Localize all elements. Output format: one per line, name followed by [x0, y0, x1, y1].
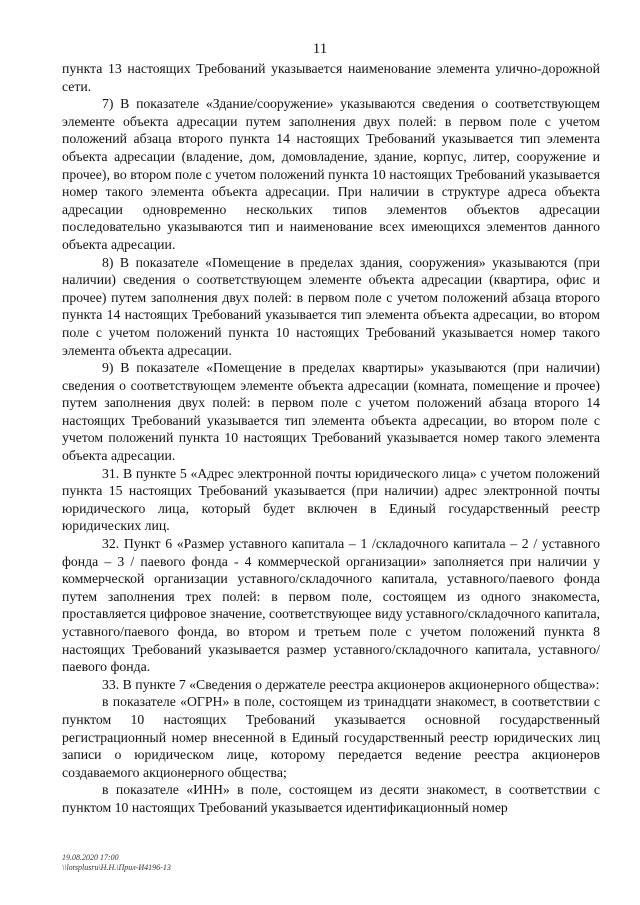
document-footer [62, 853, 171, 873]
footer-timestamp: 19.08.2020 17:00 [62, 853, 119, 862]
paragraph: 8) В показателе «Помещение в пределах здания, сооружения» указываются (при наличии) сведения о соответствующем элементе объекта адресации (квартира, офис и прочее) путем заполнения двух полей: в первом поле с учетом положений абзаца второго пункта 14 настоящих Требований указывается тип элемента объекта адресации, во втором поле с учетом положений пункта 10 настоящих Требований указывается номер такого элемента объекта адресации. [62, 254, 600, 358]
paragraph: 33. В пункте 7 «Сведения о держателе реестра акционеров акционерного общества»: [102, 676, 600, 692]
paragraph: в показателе «ИНН» в поле, состоящем из десяти знакомест, в соответствии с пунктом 10 настоящих Требований указывается идентификационный номер [62, 782, 600, 815]
paragraph: в показателе «ОГРН» в поле, состоящем из тринадцати знакомест, в соответствии с пунктом 10 настоящих Требований указывается основной государственный регистрационный номер внесенной в Единый государственный реестр юридических лиц записи о юридическом лице, которому передается ведение реестра акционеров создаваемого акционерного общества; [62, 694, 600, 780]
page-number: 11 [312, 41, 328, 57]
paragraph: 7) В показателе «Здание/сооружение» указываются сведения о соответствующем элементе объекта адресации путем заполнения двух полей: в первом поле с учетом положений абзаца второго пункта 14 настоящих Требований указывается тип элемента объекта адресации (владение, дом, домовладение, здание, корпус, литер, сооружение и прочее), во втором поле с учетом положений пункта 10 настоящих Требований указывается номер такого элемента объекта адресации. При наличии в структуре адреса объекта адресации одновременно нескольких типов элементов объектов адресации последовательно указываются тип и наименование всех имеющихся элементов данного объекта адресации. [62, 96, 600, 252]
paragraph: 32. Пункт 6 «Размер уставного капитала – 1 /складочного капитала – 2 / уставного фонда – 3 / паевого фонда - 4 коммерческой организации» заполняется при наличии у коммерческой организации уставного/складочного капитала, уставного/паевого фонда путем заполнения трех полей: в первом поле, состоящем из одного знакоместа, проставляется цифровое значение, соответствующее виду уставного/складочного капитала, уставного/паевого фонда, во втором и третьем поле с учетом положений пункта 8 настоящих Требований указывается размер уставного/складочного капитала, уставного/паевого фонда. [62, 536, 600, 675]
footer-file-path: \\lotsplusru\Н.Н.\Прил-И4196-13 [62, 863, 171, 872]
paragraph: пункта 13 настоящих Требований указывается наименование элемента улично-дорожной сети. [62, 61, 600, 94]
paragraph: 31. В пункте 5 «Адрес электронной почты юридического лица» с учетом положений пункта 15 настоящих Требований указывается (при наличии) адрес электронной почты юридического лица, который будет включен в Единый государственный реестр юридических лиц. [62, 465, 600, 534]
document-body [62, 60, 600, 817]
paragraph: 9) В показателе «Помещение в пределах квартиры» указываются (при наличии) сведения о соответствующем элементе объекта адресации (комната, помещение и прочее) путем заполнения двух полей: в первом поле с учетом положений абзаца второго 14 настоящих Требований указывается тип элемента объекта адресации, во втором поле с учетом положений пункта 10 настоящих Требований указывается номер такого элемента объекта адресации. [62, 360, 600, 464]
